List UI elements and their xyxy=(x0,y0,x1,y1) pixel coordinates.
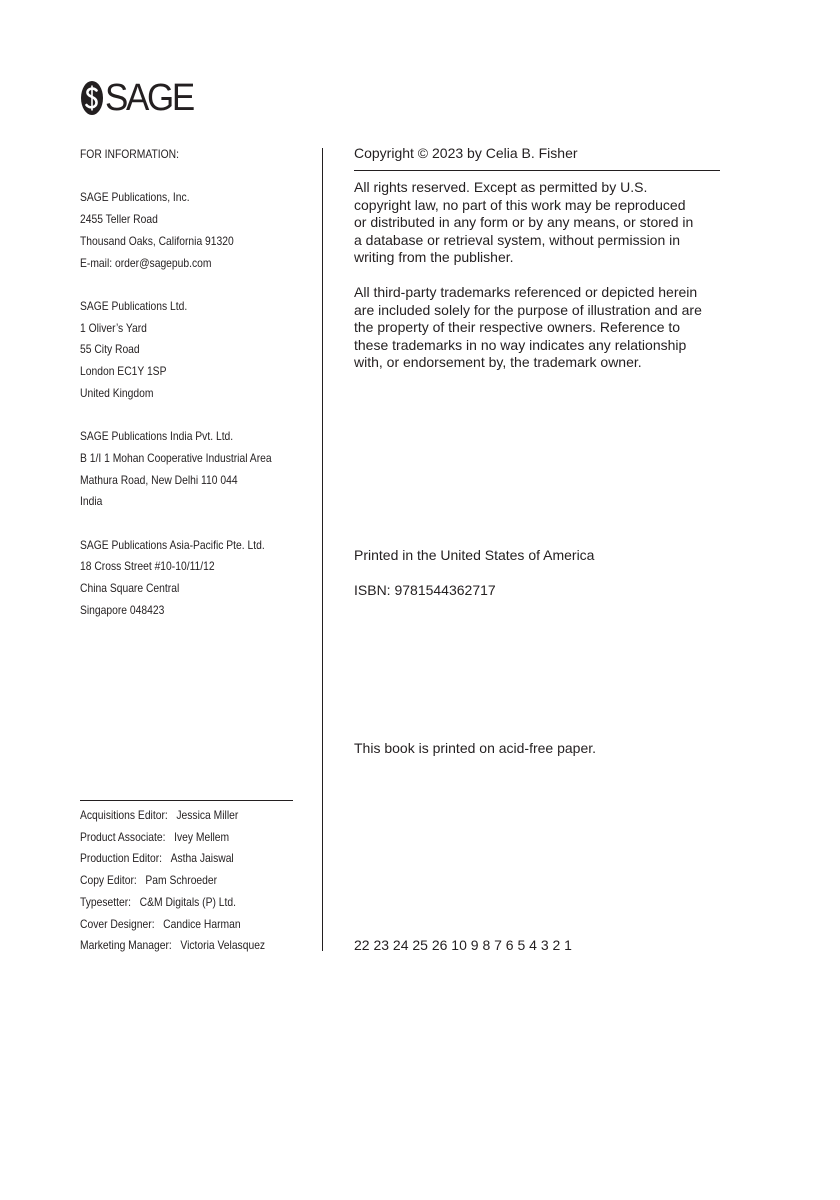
logo-wordmark: SAGE xyxy=(105,77,193,119)
credit-row xyxy=(80,827,278,849)
info-heading: FOR INFORMATION: xyxy=(80,147,179,161)
address-line: 2455 Teller Road xyxy=(80,212,158,227)
address-block-us xyxy=(80,187,295,274)
credit-role: Typesetter: xyxy=(80,894,132,909)
credit-role: Cover Designer: xyxy=(80,916,155,931)
rights-line: or distributed in any form or by any means, or stored in xyxy=(354,214,694,231)
trademark-line: All third-party trademarks referenced or depicted herein xyxy=(354,284,698,300)
address-line: India xyxy=(80,494,103,509)
paper-note: This book is printed on acid-free paper. xyxy=(354,740,597,756)
trademark-line: with, or endorsement by, the trademark owner. xyxy=(354,354,642,371)
trademark-paragraph xyxy=(354,284,720,372)
trademark-line: these trademarks in no way indicates any relationship xyxy=(354,336,687,353)
address-line: SAGE Publications Ltd. xyxy=(80,298,188,313)
credit-role: Marketing Manager: xyxy=(80,938,172,953)
printed-in: Printed in the United States of America xyxy=(354,547,595,563)
address-line: Thousand Oaks, California 91320 xyxy=(80,233,234,248)
address-line: SAGE Publications India Pvt. Ltd. xyxy=(80,429,234,444)
copyright-line: Copyright © 2023 by Celia B. Fisher xyxy=(354,145,578,161)
address-line: 55 City Road xyxy=(80,342,140,357)
address-line: United Kingdom xyxy=(80,385,154,400)
credit-role: Product Associate: xyxy=(80,829,166,844)
address-line: London EC1Y 1SP xyxy=(80,364,167,378)
publisher-info xyxy=(80,144,295,621)
credit-name: Victoria Velasquez xyxy=(180,938,266,953)
credit-row xyxy=(80,892,278,914)
rights-line: writing from the publisher. xyxy=(354,249,514,266)
credit-name: Ivey Mellem xyxy=(174,829,230,844)
address-line: B 1/I 1 Mohan Cooperative Industrial Area xyxy=(80,450,272,465)
credit-role: Copy Editor: xyxy=(80,873,137,888)
column-divider xyxy=(322,148,323,951)
credit-name: Jessica Miller xyxy=(176,808,239,822)
trademark-line: are included solely for the purpose of illustration and are xyxy=(354,301,702,318)
address-line: Singapore 048423 xyxy=(80,602,165,617)
credit-row xyxy=(80,848,278,870)
rights-line: a database or retrieval system, without permission in xyxy=(354,231,681,248)
address-line: SAGE Publications, Inc. xyxy=(80,190,190,205)
copyright-rule xyxy=(354,170,720,171)
trademark-line: the property of their respective owners. Reference to xyxy=(354,319,681,336)
address-line: 1 Oliver’s Yard xyxy=(80,320,147,335)
credit-role: Acquisitions Editor: xyxy=(80,808,168,822)
production-credits xyxy=(80,805,310,957)
copyright-section xyxy=(354,143,720,163)
address-block-singapore xyxy=(80,535,295,622)
credit-row xyxy=(80,805,278,827)
credit-name: Pam Schroeder xyxy=(145,873,218,888)
credit-name: C&M Digitals (P) Ltd. xyxy=(139,894,237,909)
address-line: Mathura Road, New Delhi 110 044 xyxy=(80,472,238,487)
credit-role: Production Editor: xyxy=(80,851,163,866)
credit-name: Candice Harman xyxy=(163,916,241,931)
sage-logo xyxy=(80,77,201,119)
rights-line: All rights reserved. Except as permitted by U.S. xyxy=(354,179,648,195)
printing-line: 22 23 24 25 26 10 9 8 7 6 5 4 3 2 1 xyxy=(354,937,572,953)
credit-name: Astha Jaiswal xyxy=(170,851,234,866)
address-line: 18 Cross Street #10-10/11/12 xyxy=(80,559,215,574)
isbn: ISBN: 9781544362717 xyxy=(354,582,496,598)
address-block-india xyxy=(80,426,295,513)
address-email: E-mail: order@sagepub.com xyxy=(80,255,212,270)
credit-row xyxy=(80,870,278,892)
address-line: China Square Central xyxy=(80,581,180,595)
credits-rule xyxy=(80,800,293,801)
credit-row xyxy=(80,935,278,957)
address-line: SAGE Publications Asia-Pacific Pte. Ltd. xyxy=(80,537,265,552)
credit-row xyxy=(80,914,278,936)
sage-s-emblem-icon xyxy=(80,80,104,116)
address-block-uk xyxy=(80,296,295,405)
rights-line: copyright law, no part of this work may be reproduced xyxy=(354,196,686,213)
rights-paragraph xyxy=(354,179,720,267)
